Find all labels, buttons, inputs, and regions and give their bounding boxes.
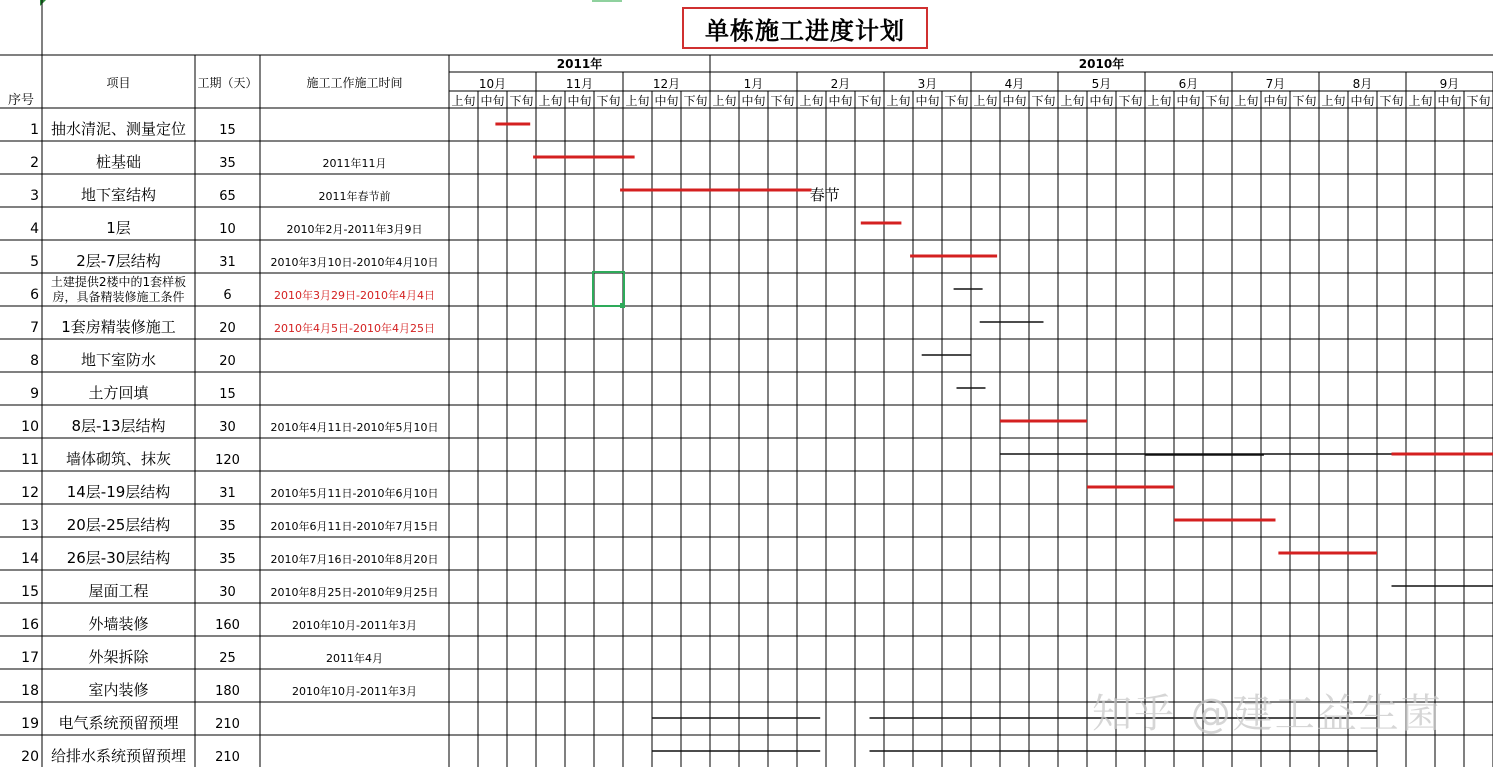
row-seq: 18 (21, 683, 39, 699)
header-seq: 序号 (7, 93, 35, 108)
row-duration: 10 (219, 222, 236, 237)
period-label: 中旬 (1002, 94, 1027, 108)
year-label: 2010年 (1078, 57, 1125, 71)
row-duration: 15 (219, 387, 236, 402)
row-seq: 10 (21, 419, 39, 435)
row-item: 8层-13层结构 (71, 417, 166, 435)
row-duration: 35 (219, 552, 236, 567)
row-item: 屋面工程 (88, 582, 149, 600)
month-label: 7月 (1265, 77, 1286, 91)
row-seq: 5 (30, 254, 39, 270)
period-label: 中旬 (1263, 94, 1288, 108)
row-seq: 6 (30, 287, 39, 303)
fill-handle[interactable] (620, 303, 625, 308)
row-item: 2层-7层结构 (76, 252, 161, 270)
row-duration: 160 (215, 618, 240, 633)
header-cells (8, 56, 1491, 108)
period-label: 中旬 (1176, 94, 1201, 108)
row-seq: 2 (30, 155, 39, 171)
month-label: 4月 (1004, 77, 1025, 91)
row-duration: 65 (219, 189, 236, 204)
row-item: 给排水系统预留预埋 (50, 747, 187, 765)
month-label: 5月 (1091, 77, 1112, 91)
period-label: 下旬 (1118, 94, 1143, 108)
row-seq: 16 (21, 617, 39, 633)
row-seq: 15 (21, 584, 39, 600)
row-time: 2010年10月-2011年3月 (292, 619, 417, 632)
period-label: 中旬 (915, 94, 940, 108)
row-time: 2011年11月 (322, 157, 387, 170)
row-time: 2010年3月10日-2010年4月10日 (270, 256, 439, 269)
period-label: 中旬 (654, 94, 679, 108)
row-item: 地下室结构 (80, 186, 157, 204)
month-label: 10月 (478, 77, 507, 91)
period-label: 下旬 (1466, 94, 1491, 108)
month-label: 2月 (830, 77, 851, 91)
row-duration: 6 (223, 288, 232, 303)
row-item: 桩基础 (95, 153, 142, 171)
row-duration: 15 (219, 123, 236, 138)
period-label: 上旬 (625, 94, 650, 108)
selected-cell[interactable] (593, 272, 624, 306)
row-item: 墙体砌筑、抹灰 (65, 450, 172, 468)
row-item: 外架拆除 (88, 648, 149, 666)
row-time: 2010年10月-2011年3月 (292, 685, 417, 698)
row-time: 2010年8月25日-2010年9月25日 (270, 586, 439, 599)
period-label: 上旬 (973, 94, 998, 108)
period-label: 上旬 (712, 94, 737, 108)
row-duration: 210 (215, 750, 240, 765)
period-label: 上旬 (1408, 94, 1433, 108)
period-label: 中旬 (1437, 94, 1462, 108)
period-label: 上旬 (1060, 94, 1085, 108)
row-seq: 20 (21, 749, 39, 765)
row-seq: 19 (21, 716, 39, 732)
row-item: 1层 (106, 219, 131, 237)
period-label: 下旬 (770, 94, 795, 108)
period-label: 上旬 (1321, 94, 1346, 108)
row-seq: 12 (21, 485, 39, 501)
period-label: 下旬 (683, 94, 708, 108)
row-duration: 30 (219, 585, 236, 600)
month-label: 8月 (1352, 77, 1373, 91)
header-time: 施工工作施工时间 (306, 76, 403, 90)
period-label: 下旬 (1292, 94, 1317, 108)
watermark: 知乎 @建工益生菌 (1092, 691, 1443, 737)
row-duration: 35 (219, 156, 236, 171)
page-title: 单栋施工进度计划 (682, 7, 928, 49)
period-label: 下旬 (596, 94, 621, 108)
row-item: 电气系统预留预埋 (58, 714, 179, 732)
period-label: 下旬 (1379, 94, 1404, 108)
row-duration: 20 (219, 321, 236, 336)
row-item: 土方回填 (88, 384, 149, 402)
row-item: 室内装修 (88, 681, 149, 699)
row-time: 2010年4月5日-2010年4月25日 (274, 322, 435, 335)
period-label: 上旬 (1147, 94, 1172, 108)
row-time: 2010年2月-2011年3月9日 (286, 223, 423, 236)
period-label: 上旬 (1234, 94, 1259, 108)
row-duration: 180 (215, 684, 240, 699)
row-duration: 35 (219, 519, 236, 534)
period-label: 下旬 (509, 94, 534, 108)
row-duration: 31 (219, 486, 236, 501)
month-label: 9月 (1439, 77, 1460, 91)
row-seq: 13 (21, 518, 39, 534)
period-label: 中旬 (567, 94, 592, 108)
row-item: 抽水清泥、测量定位 (50, 120, 187, 138)
period-label: 中旬 (1350, 94, 1375, 108)
row-seq: 4 (30, 221, 39, 237)
row-seq: 3 (30, 188, 39, 204)
row-time: 2011年春节前 (318, 190, 391, 203)
row-item: 20层-25层结构 (66, 516, 171, 534)
row-seq: 17 (21, 650, 39, 666)
month-label: 11月 (565, 77, 594, 91)
period-label: 下旬 (1031, 94, 1056, 108)
header-item: 项目 (106, 76, 131, 90)
month-label: 3月 (917, 77, 938, 91)
period-label: 下旬 (1205, 94, 1230, 108)
period-label: 上旬 (538, 94, 563, 108)
period-label: 上旬 (799, 94, 824, 108)
period-label: 上旬 (886, 94, 911, 108)
year-label: 2011年 (556, 57, 603, 71)
row-item: 1套房精装修施工 (61, 318, 176, 336)
row-seq: 14 (21, 551, 39, 567)
header-duration: 工期（天） (197, 76, 258, 90)
row-seq: 11 (21, 452, 39, 468)
row-time: 2010年7月16日-2010年8月20日 (270, 553, 439, 566)
row-duration: 25 (219, 651, 236, 666)
period-label: 上旬 (451, 94, 476, 108)
period-label: 下旬 (944, 94, 969, 108)
period-label: 中旬 (480, 94, 505, 108)
period-label: 中旬 (1089, 94, 1114, 108)
row-item-line1: 土建提供2楼中的1套样板 (50, 275, 187, 289)
row-seq: 9 (30, 386, 39, 402)
row-time: 2010年5月11日-2010年6月10日 (270, 487, 439, 500)
row-item: 14层-19层结构 (66, 483, 171, 501)
month-label: 12月 (652, 77, 681, 91)
month-label: 1月 (743, 77, 764, 91)
row-item: 地下室防水 (80, 351, 157, 369)
spring-festival-annotation: 春节 (809, 186, 840, 204)
row-seq: 1 (30, 122, 39, 138)
month-label: 6月 (1178, 77, 1199, 91)
row-time: 2010年3月29日-2010年4月4日 (274, 289, 435, 302)
period-label: 中旬 (828, 94, 853, 108)
row-time: 2010年6月11日-2010年7月15日 (270, 520, 439, 533)
row-seq: 7 (30, 320, 39, 336)
period-label: 下旬 (857, 94, 882, 108)
row-duration: 31 (219, 255, 236, 270)
row-time: 2010年4月11日-2010年5月10日 (270, 421, 439, 434)
row-item-line2: 房，具备精装修施工条件 (52, 290, 185, 304)
row-time: 2011年4月 (326, 652, 383, 665)
task-rows (21, 120, 840, 765)
row-duration: 20 (219, 354, 236, 369)
row-duration: 30 (219, 420, 236, 435)
row-item: 26层-30层结构 (66, 549, 171, 567)
period-label: 中旬 (741, 94, 766, 108)
row-duration: 210 (215, 717, 240, 732)
row-item: 外墙装修 (88, 615, 149, 633)
row-seq: 8 (30, 353, 39, 369)
row-duration: 120 (215, 453, 240, 468)
